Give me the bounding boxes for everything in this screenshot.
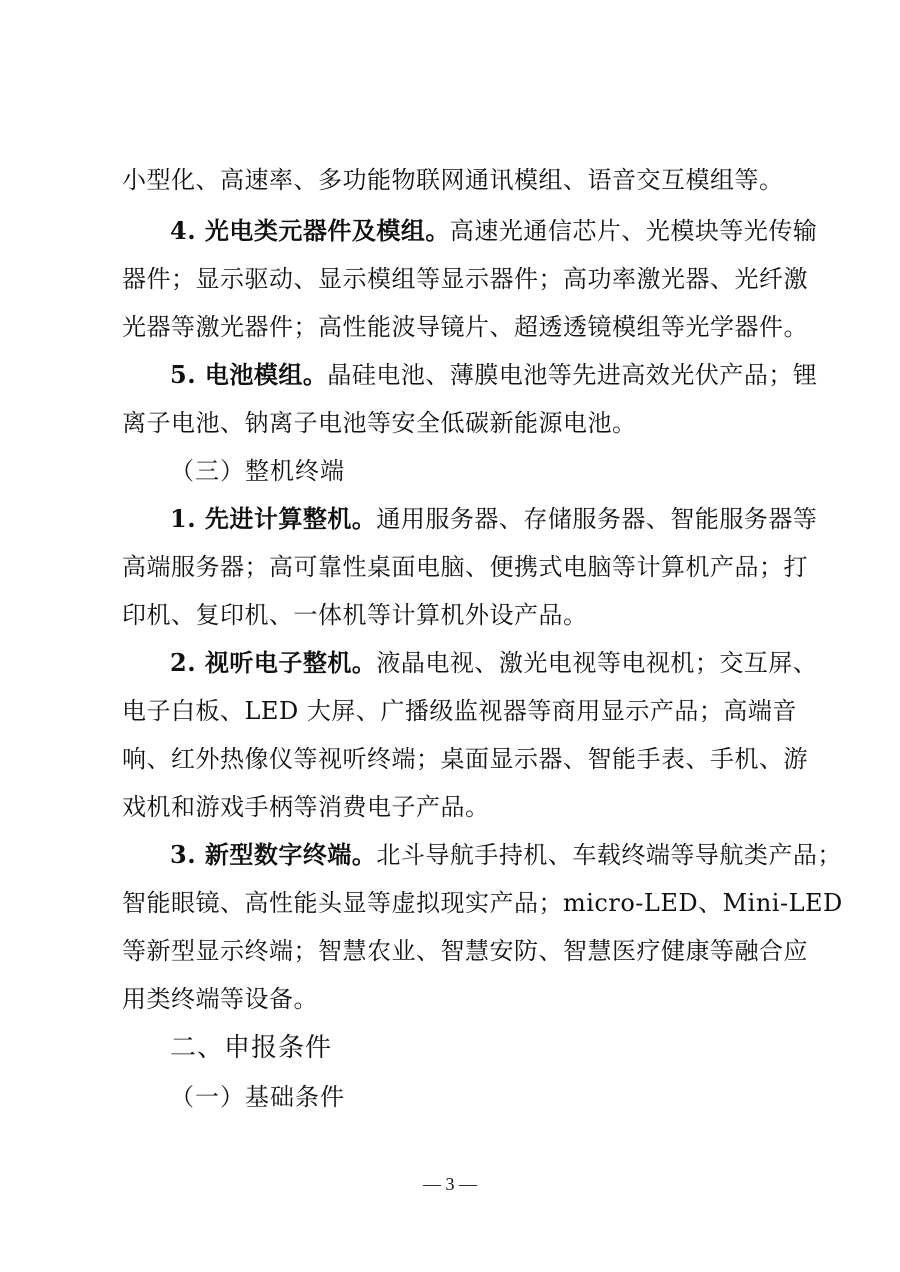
item-4-title: 4. 光电类元器件及模组。: [170, 216, 450, 245]
item-5-text: 晶硅电池、薄膜电池等先进高效光伏产品；锂: [327, 361, 818, 389]
item-s1-title: 1. 先进计算整机。: [170, 504, 377, 533]
subsection-heading: （一）基础条件: [170, 1083, 345, 1111]
item-4-text: 高速光通信芯片、光模块等光传输: [449, 217, 818, 245]
paragraph-s1-line-1: [170, 502, 818, 536]
paragraph-line: 小型化、高速率、多功能物联网通讯模组、语音交互模组等。: [122, 166, 784, 194]
paragraph-line: 高端服务器；高可靠性桌面电脑、便携式电脑等计算机产品；打: [122, 553, 808, 581]
paragraph-line: 印机、复印机、一体机等计算机外设产品。: [122, 601, 588, 629]
paragraph-line: 用类终端等设备。: [122, 985, 318, 1013]
item-5-title: 5. 电池模组。: [170, 360, 328, 389]
item-s3-text: 北斗导航手持机、车载终端等导航类产品；: [376, 841, 842, 869]
paragraph-line: 光器等激光器件；高性能波导镜片、超透透镜模组等光学器件。: [122, 313, 808, 341]
paragraph-s2-line-1: [170, 646, 818, 680]
paragraph-5-line-1: [170, 358, 818, 392]
paragraph-line: 器件；显示驱动、显示模组等显示器件；高功率激光器、光纤激: [122, 265, 808, 293]
item-s3-title: 3. 新型数字终端。: [170, 840, 377, 869]
paragraph-s3-line-1: [170, 838, 842, 872]
paragraph-line: 离子电池、钠离子电池等安全低碳新能源电池。: [122, 409, 637, 437]
item-s1-text: 通用服务器、存储服务器、智能服务器等: [376, 505, 818, 533]
section-heading: 二、申报条件: [170, 1033, 333, 1063]
paragraph-line: 戏机和游戏手柄等消费电子产品。: [122, 793, 490, 821]
paragraph-4-line-1: [170, 214, 818, 248]
paragraph-line: 响、红外热像仪等视听终端；桌面显示器、智能手表、手机、游: [122, 745, 808, 773]
paragraph-line: 智能眼镜、高性能头显等虚拟现实产品；micro-LED、Mini-LED: [122, 889, 843, 917]
paragraph-line: 等新型显示终端；智慧农业、智慧安防、智慧医疗健康等融合应: [122, 937, 808, 965]
item-s2-text: 液晶电视、激光电视等电视机；交互屏、: [376, 649, 818, 677]
page-number: — 3 —: [423, 1174, 477, 1194]
item-s2-title: 2. 视听电子整机。: [170, 648, 377, 677]
paragraph-line: 电子白板、LED 大屏、广播级监视器等商用显示产品；高端音: [122, 697, 797, 725]
subsection-heading: （三）整机终端: [170, 457, 345, 485]
